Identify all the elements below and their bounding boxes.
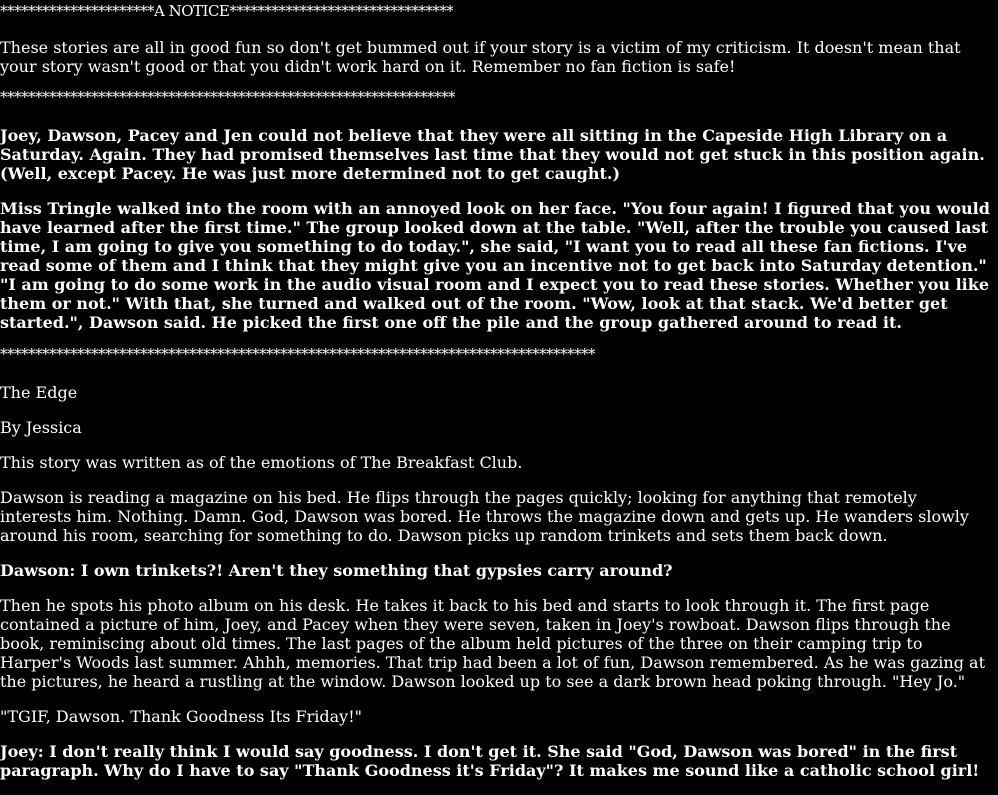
story-paragraph-3: "TGIF, Dawson. Thank Goodness Its Friday!" xyxy=(0,707,362,726)
story-paragraph-1: Dawson is reading a magazine on his bed. He flips through the pages quickly; looking for anything that remotely interests him. Nothing. Damn. God, Dawson was bored. He throws the magazine down and gets up. He wanders slowly around his room, searching for something to do. Dawson picks up random trinkets and sets them back down. xyxy=(0,488,969,545)
story-comment-2: Joey: I don't really think I would say goodness. I don't get it. She said "God, Dawson was bored" in the first paragraph. Why do I have to say "Thank Goodness it's Friday"? It makes me sound like a catholic school girl! xyxy=(0,742,980,780)
story-note: This story was written as of the emotions of The Breakfast Club. xyxy=(0,453,523,472)
story-paragraph-2: Then he spots his photo album on his desk. He takes it back to his bed and starts to look through it. The first page contained a picture of him, Joey, and Pacey when they were seven, taken in Joey's rowboat. Dawson flips through the book, reminiscing about old times. The last pages of the album held pictures of the three on their camping trip to Harper's Woods last summer. Ahhh, memories. That trip had been a lot of fun, Dawson remembered. As he was gazing at the pictures, he heard a rustling at the window. Dawson looked up to see a dark brown head poking through. "Hey Jo." xyxy=(0,596,986,691)
notice-body: These stories are all in good fun so don't get bummed out if your story is a victim of my criticism. It doesn't mean that your story wasn't good or that you didn't work hard on it. Remember no fan fiction is safe! xyxy=(0,38,961,76)
notice-header: **********************A NOTICE******************************** xyxy=(0,2,454,20)
intro-paragraph-1: Joey, Dawson, Pacey and Jen could not believe that they were all sitting in the Capeside High Library on a Saturday. Again. They had promised themselves last time that they would not get stuck in this position again. (Well, except Pacey. He was just more determined not to get caught.) xyxy=(0,126,985,183)
notice-footer: ***************************************************************** xyxy=(0,88,455,106)
story-comment-1: Dawson: I own trinkets?! Aren't they something that gypsies carry around? xyxy=(0,561,673,580)
story-byline: By Jessica xyxy=(0,418,82,437)
story-title: The Edge xyxy=(0,383,78,402)
intro-paragraph-2: Miss Tringle walked into the room with an annoyed look on her face. "You four again! I figured that you would have learned after the first time." The group looked down at the table. "Well, after the trouble you caused last time, I am going to give you something to do today.", she said, "I want you to read all these fan fictions. I've read some of them and I think that they might give you an incentive not to get back into Saturday detention." "I am going to do some work in the audio visual room and I expect you to read these stories. Whether you like them or not." With that, she turned and walked out of the room. "Wow, look at that stack. We'd better get started.", Dawson said. He picked the first one off the pile and the group gathered around to read it. xyxy=(0,199,990,332)
intro-separator: ************************************************************************************* xyxy=(0,345,595,363)
